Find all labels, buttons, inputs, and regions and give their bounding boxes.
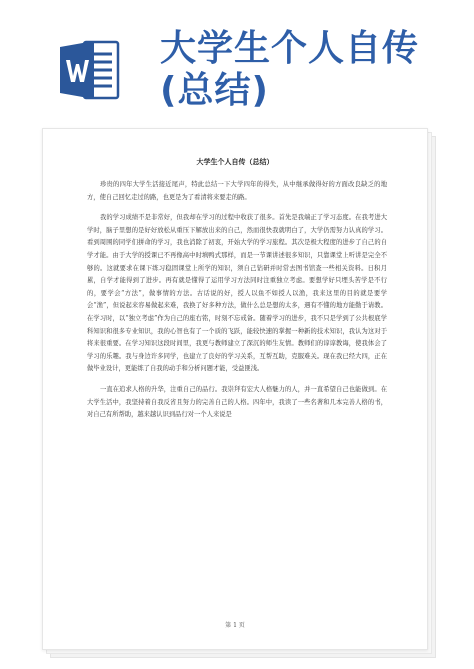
paragraph: 一直在追求人格的升华，注重自己的品行。我崇拜有宏大人格魅力的人，并一直希望自己也能做到。在大学生活中，我坚持着自我反省且努力的完善自己的人格。四年中，我读了一些名著和几本完善人格的书，对自己有所帮助，越来越认识到品行对一个人来说是 xyxy=(87,385,387,419)
paragraph: 珍贵的四年大学生活接近尾声，特此总结一下大学四年的得失，从中继承做得好的方面改良缺乏的地方，使自己回忆走过的路，也更是为了看清将来要走的路。 xyxy=(87,181,387,201)
document-preview xyxy=(40,128,440,669)
document-body xyxy=(87,179,387,430)
document-title: 大学生个人自传（总结） xyxy=(196,157,274,166)
top-banner xyxy=(0,0,474,130)
word-document-icon xyxy=(58,38,122,102)
page-number: 第 1 页 xyxy=(225,622,245,629)
paragraph: 我的学习成绩不是非常好，但我却在学习的过程中收获了很多。首先是我端正了学习态度。在我考进大学时，脑子里想的是好好放松从重压下解放出来的自己，然而很快我就明白了，大学仍需努力认真的学习。看到周围的同学们拼命的学习，我也消除了初衷，开始大学的学习旅程。其次是极大程度的进步了自己的自学才能。由于大学的授课已不再像高中时填鸭式那样，而是一节课讲述很多知识，只靠课堂上听讲是完全不够的。这就要求在课下练习稳固课堂上所学的知识，须自己钻研并时常去图书馆查一些相关资料。日积月累，自学才能得到了进步。再有就是懂得了运用学习方法同时注重独立考虑。要想学好只埋头苦学是不行的，要学会“方法”，做事情的方法。古话说的好，授人以鱼不如授人以渔，我来这里的目的就是要学会“渔”，但说起来容易做起来难，我换了好多种方法，做什么总是想的太多，遇有不懂的地方能勤于请教。在学习时，以“独立考虑”作为自己的座右铭，时刻不忘戒备。随着学习的进步，我不只是学到了公共根底学科知识和很多专业知识，我的心智也有了一个质的飞跃，能较快速的掌握一种新的技术知识，我认为这对于将来很重要。在学习知识这段时间里，我更与教师建立了深沉的师生友情。教师们的谆谆教诲，使我体会了学习的乐趣。我与身边许多同学，也建立了良好的学习关系，互帮互助，克服难关。现在我已经大四，正在做毕业设计，更能练了自我的动手和分析问题才能，受益匪浅。 xyxy=(87,214,387,373)
document-page xyxy=(42,128,428,650)
banner-title: 大学生个人自传(总结) xyxy=(160,28,420,111)
